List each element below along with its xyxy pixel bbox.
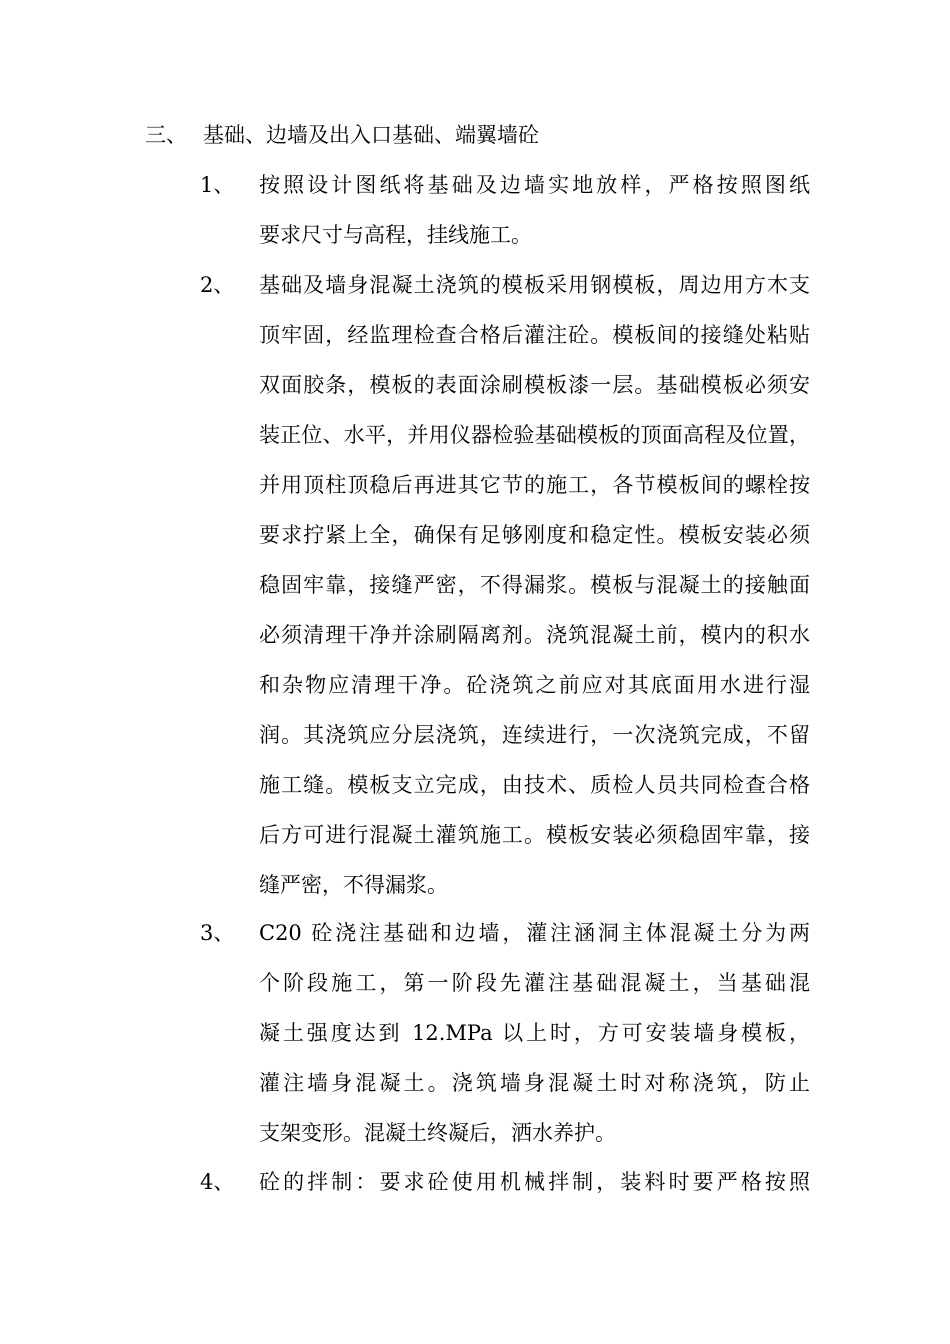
item-number: 3、 <box>200 921 235 945</box>
section-heading <box>145 117 539 153</box>
item-text-line: 并用顶柱顶稳后再进其它节的施工，各节模板间的螺栓按 <box>259 473 810 497</box>
item-text-line: 基础及墙身混凝土浇筑的模板采用钢模板，周边用方木支 <box>259 273 810 297</box>
section-number: 三、 <box>145 123 187 147</box>
item-text-line: C20 砼浇注基础和边墙，灌注涵洞主体混凝土分为两 <box>259 921 810 945</box>
item-number: 4、 <box>200 1170 235 1194</box>
item-text-line: 和杂物应清理干净。砼浇筑之前应对其底面用水进行湿 <box>259 673 810 697</box>
item-text-line: 稳固牢靠，接缝严密，不得漏浆。模板与混凝土的接触面 <box>259 573 810 597</box>
item-text-line: 支架变形。混凝土终凝后，洒水养护。 <box>259 1121 616 1145</box>
item-text-line: 双面胶条，模板的表面涂刷模板漆一层。基础模板必须安 <box>259 373 810 397</box>
item-text-line: 润。其浇筑应分层浇筑，连续进行，一次浇筑完成，不留 <box>259 723 810 747</box>
item-text-line: 要求拧紧上全，确保有足够刚度和稳定性。模板安装必须 <box>259 523 810 547</box>
item-text-line: 必须清理干净并涂刷隔离剂。浇筑混凝土前，模内的积水 <box>259 623 810 647</box>
item-number: 2、 <box>200 273 235 297</box>
item-text-line: 凝土强度达到 12.MPa 以上时，方可安装墙身模板， <box>259 1021 810 1045</box>
item-text-line: 个阶段施工，第一阶段先灌注基础混凝土，当基础混 <box>259 971 810 995</box>
section-title: 基础、边墙及出入口基础、端翼墙砼 <box>203 123 539 147</box>
item-text-line: 缝严密，不得漏浆。 <box>259 873 448 897</box>
item-text-line: 按照设计图纸将基础及边墙实地放样，严格按照图纸 <box>259 173 810 197</box>
item-text-line: 顶牢固，经监理检查合格后灌注砼。模板间的接缝处粘贴 <box>259 323 810 347</box>
item-text-line: 要求尺寸与高程，挂线施工。 <box>259 223 532 247</box>
item-text-line: 施工缝。模板支立完成，由技术、质检人员共同检查合格 <box>259 773 810 797</box>
item-text-line: 装正位、水平，并用仪器检验基础模板的顶面高程及位置， <box>259 423 810 447</box>
item-text-line: 后方可进行混凝土灌筑施工。模板安装必须稳固牢靠，接 <box>259 823 810 847</box>
item-text-line: 砼的拌制：要求砼使用机械拌制，装料时要严格按照 <box>259 1170 810 1194</box>
item-text-line: 灌注墙身混凝土。浇筑墙身混凝土时对称浇筑，防止 <box>259 1071 810 1095</box>
item-number: 1、 <box>200 173 235 197</box>
